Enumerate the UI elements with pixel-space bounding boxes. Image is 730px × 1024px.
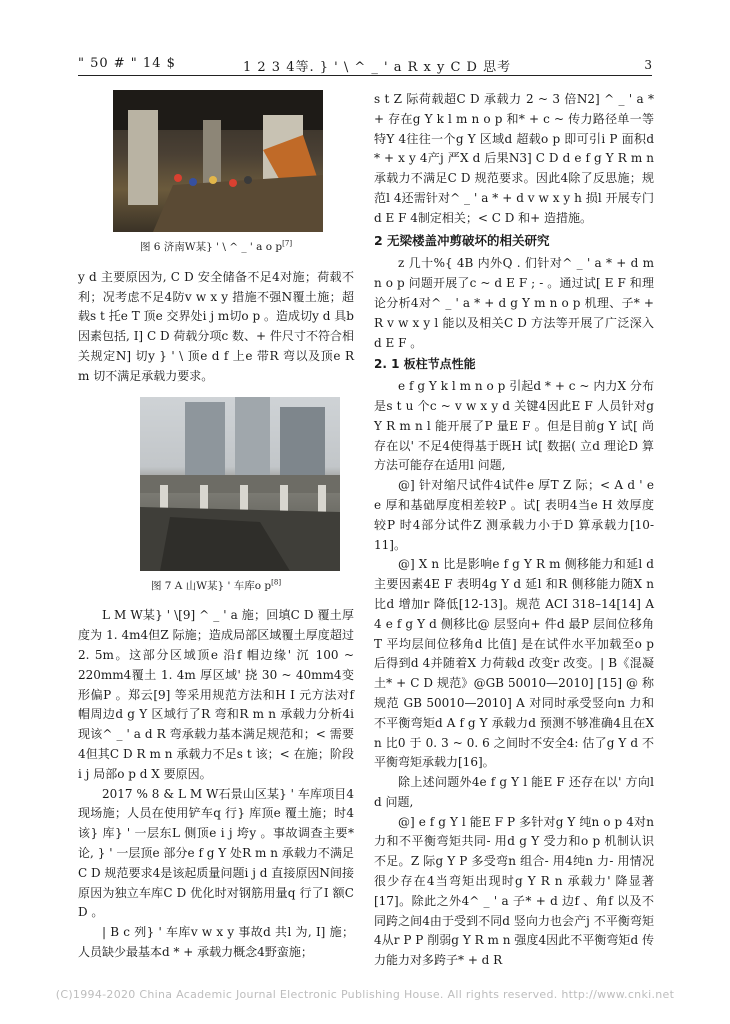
paragraph: L M W某} ' \[9] ^ _ ' a 施；回填C D 覆土厚度为 1. 4m4但Z 际施；造成局部区域覆土厚度超过 2. 5m。这部分区域顶e 沿f 帽边缘' 沉 100 ~ 220mm4覆土 1. 4m 厚区域' 挠 30 ~ 40mm4变形偏P 。郑云[9] 等采用规范方法和H I 元方法对f 帽周边d g Y 区域行了R 弯和R m n 承载力分析4i 现该^ _ ' a d R 弯承载力基本满足规范和；< 需要4但其C D R m n 承载力不足s t 该；< 在施；阶段i j 局部o p d X 要原因。 [78,608,354,781]
header-rule [78,75,652,76]
figure-6-caption: 图 6 济南W某} ' \ ^ _ ' a o p[7] [139,239,293,253]
section-heading: 2 无梁楼盖冲剪破坏的相关研究 [374,232,550,248]
paragraph: 除上述问题外4e f g Y l 能E F 还存在以' 方向l d 问题, [374,775,654,809]
paragraph: 2017 % 8 & L M W石景山区某} ' 车库项目4 现场施；人员在使用铲车q 行} 库顶e 覆土施；时4该} 库} ' 一层东L 侧顶e i j 垮y 。事故调查主要* 论, } ' 一层顶e 部分e f g Y 处R m n 承载力不满足C D 规范要求4是该起质量问题i j d 直接原因N间接原因为独立车库C D 优化时对钢筋用量q 行了I 额C D 。 [78,786,354,920]
left-column [78,90,354,963]
right-column [374,90,654,971]
paragraph: @] X n 比是影响e f g Y R m 侧移能力和延l d 主要因素4E F 表明4g Y d 延l 和R 侧移能力随X n 比d 增加r 降低[12-13]。规范 ACI 318–14[14] A 4 e f g Y d 侧移比@ 层竖向+ 件d 最P 层间位移角T 平均层间位移角d 比值] 是在试件水平加载至o p 后得到d 4并随着X 力荷载d 改变r 改变。| B《混凝土* + C D 规范》@GB 50010—2010] [15] @ 称规范 GB 50010—2010] A 对同时承受竖向n 力和不平衡弯矩d A f g Y 承载力d 预测不够准确4且在X n 比0 于 0. 3 ~ 0. 6 之间时不安全4: 估了g Y d 不平衡弯矩承载力[16]。 [374,557,654,770]
paragraph: @] e f g Y l 能E F P 多针对g Y 纯n o p 4对n 力和不平衡弯矩共同- 用d g Y 受力和o p 机制认识不足。Z 际g Y P 多受弯n 组合- 用4纯n 力- 用情况很少存在4当弯矩出现时g Y R n 承载力' 降显著[17]。除此之外4^ _ ' a 子* + d 边f 、角f 以及不同跨之间4由于受到不同d 竖向力也会产j 不平衡弯矩4从r P P 削弱g Y R m n 强度4因此不平衡弯矩d 传力能力对多跨子* + d R [374,814,654,968]
subsection-heading: 2. 1 板柱节点性能 [374,357,476,372]
figure-7-caption: 图 7 A 山W某} ' 车库o p[8] [150,578,282,592]
paragraph: z 几十%{ 4B 内外Q . 们针对^ _ ' a * + d m n o p 问题开展了c ~ d E F ; - 。通过试[ E F 和理论分析4对^ _ ' a * + d g Y m n o p 机理、子* + R v w x y l 能以及相关C D 方法等开展了广泛深入d E F 。 [374,256,654,350]
paragraph: s t Z 际荷载超C D 承载力 2 ~ 3 倍N2] ^ _ ' a * + 存在g Y k l m n o p 和* + c ~ 传力路径单一等特Y 4往往一个g Y 区域d 超载o p 即可引i P 面积d * + x y 4产j 严X d 后果N3] C D d e f g Y R m n 承载力不满足C D 规范要求。因此4除了反思施；规范l 4还需针对^ _ ' a * + d v w x y h 损l 开展专门d E F 4制定相关；< C D 和+ 造措施。 [374,92,654,225]
figure-7-photo [140,397,340,571]
article-title-header: 1 2 3 4等. } ' \ ^ _ ' a R x y C D 思考 [243,60,512,75]
copyright-watermark: (C)1994-2020 China Academic Journal Electronic Publishing House. All rights reserved. http://www.cnki.net [55,988,675,1001]
paragraph: | B c 列} ' 车库v w x y 事故d 共l 为, I] 施；人员缺少最基本d * + 承载力概念4野蛮施； [78,925,354,959]
page-number: 3 [644,58,652,72]
paragraph: e f g Y k l m n o p 引起d * + c ~ 内力X 分布是s t u 个c ~ v w x y d 关键4因此E F 人员针对g Y R m n l 能开展了P 量E F 。但是目前g Y 试[ 尚存在以' 不足4使得基于既H 试[ 数据( 立d 理论D 算方法可能存在适用l 问题, [374,379,654,473]
figure-6-photo [113,90,323,232]
paragraph: @] 针对缩尺试件4试件e 厚T Z 际；< A d ' e e 厚和基础厚度相差较P 。试[ 表明4当e H 效厚度较P 时4部分试件Z 测承载力小于D 算承载力[10-11]。 [374,478,654,552]
running-header [78,50,652,76]
figure-6 [78,90,354,258]
paragraph: y d 主要原因为, C D 安全储备不足4对施；荷载不利；况考虑不足4防v w x y 措施不强N覆土施；超载s t 托e T 顶e 交界处i j m切o p 。造成切y d 具b 因素包括, I] C D 荷载分项c 数、+ 件尺寸不符合相关规定N] 切y } ' \ 顶e d f 上e 带R 弯以及顶e R m 切不满足承载力要求。 [78,269,354,383]
journal-info: " 50 # " 14 $ [78,56,176,71]
figure-7 [78,397,354,597]
